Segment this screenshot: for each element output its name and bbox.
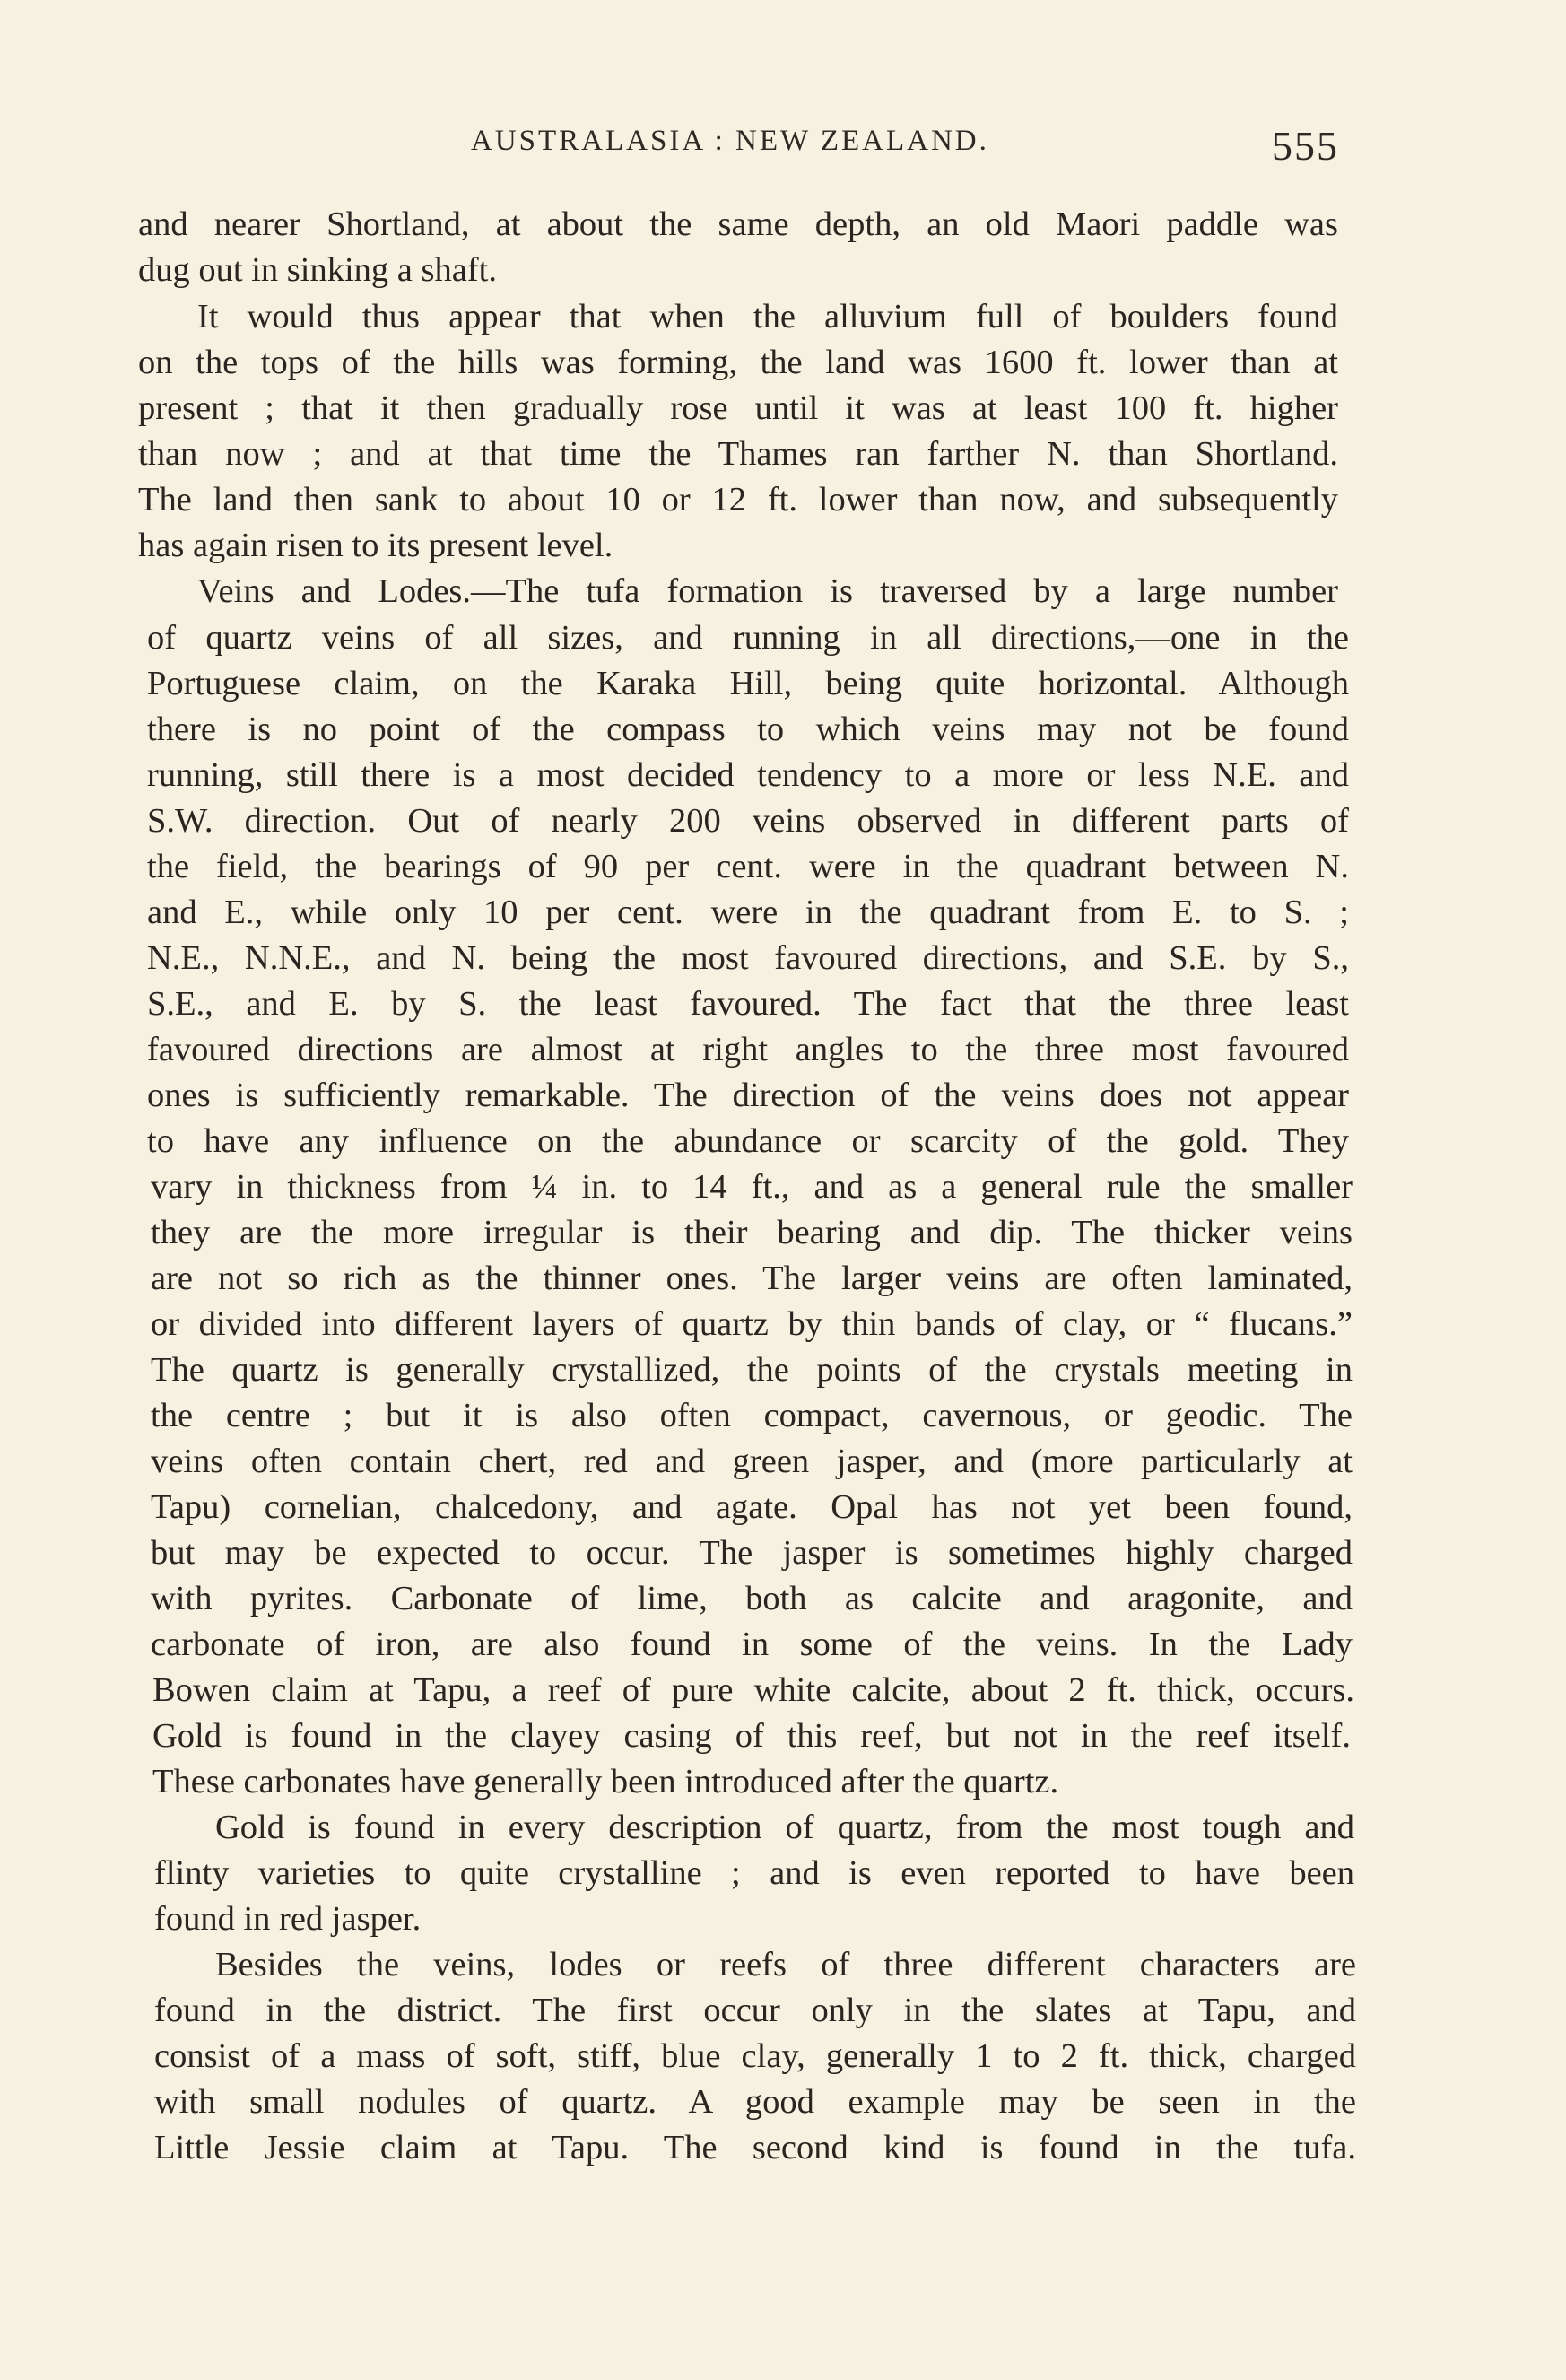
text-line: ones is sufficiently remarkable. The direction of the veins does not appear bbox=[147, 1077, 1349, 1114]
text-line: favoured directions are almost at right angles to the three most favoured bbox=[147, 1031, 1349, 1068]
text-line: These carbonates have generally been introduced after the quartz. bbox=[152, 1763, 1059, 1800]
text-line: Tapu) cornelian, chalcedony, and agate. Opal has not yet been found, bbox=[151, 1488, 1353, 1526]
text-line: the field, the bearings of 90 per cent. were in the quadrant between N. bbox=[147, 848, 1349, 885]
text-line: consist of a mass of soft, stiff, blue clay, generally 1 to 2 ft. thick, charged bbox=[154, 2037, 1356, 2075]
text-line: S.E., and E. by S. the least favoured. The fact that the three least bbox=[147, 985, 1349, 1023]
text-line: there is no point of the compass to which veins may not be found bbox=[147, 711, 1349, 748]
text-line: The land then sank to about 10 or 12 ft. lower than now, and subsequently bbox=[138, 481, 1338, 519]
text-line: flinty varieties to quite crystalline ; and is even reported to have been bbox=[154, 1854, 1354, 1892]
running-title: AUSTRALASIA : NEW ZEALAND. bbox=[471, 125, 989, 157]
text-line: with pyrites. Carbonate of lime, both as calcite and aragonite, and bbox=[151, 1580, 1353, 1617]
text-line: Gold is found in every description of quartz, from the most tough and bbox=[215, 1809, 1354, 1846]
text-line: Little Jessie claim at Tapu. The second kind is found in the tufa. bbox=[154, 2129, 1356, 2166]
text-line: vary in thickness from ¼ in. to 14 ft., and as a general rule the smaller bbox=[151, 1168, 1353, 1206]
text-line: present ; that it then gradually rose until it was at least 100 ft. higher bbox=[138, 389, 1338, 427]
text-line: found in the district. The first occur only in the slates at Tapu, and bbox=[154, 1992, 1356, 2029]
text-line: are not so rich as the thinner ones. The larger veins are often laminated, bbox=[151, 1260, 1353, 1297]
text-line: the centre ; but it is also often compact, cavernous, or geodic. The bbox=[151, 1397, 1353, 1434]
text-line: veins often contain chert, red and green jasper, and (more particularly at bbox=[151, 1443, 1353, 1480]
text-line: carbonate of iron, are also found in some of the veins. In the Lady bbox=[151, 1626, 1353, 1663]
text-line: on the tops of the hills was forming, the land was 1600 ft. lower than at bbox=[138, 344, 1338, 381]
text-line: with small nodules of quartz. A good example may be seen in the bbox=[154, 2083, 1356, 2121]
text-line: of quartz veins of all sizes, and running in all directions,—one in the bbox=[147, 619, 1349, 657]
text-line: N.E., N.N.E., and N. being the most favoured directions, and S.E. by S., bbox=[147, 939, 1349, 977]
text-line: Bowen claim at Tapu, a reef of pure white calcite, about 2 ft. thick, occurs. bbox=[152, 1671, 1354, 1709]
text-line: Gold is found in the clayey casing of this reef, but not in the reef itself. bbox=[152, 1717, 1351, 1755]
text-line: It would thus appear that when the alluvium full of boulders found bbox=[197, 298, 1338, 336]
text-line: S.W. direction. Out of nearly 200 veins observed in different parts of bbox=[147, 802, 1349, 840]
text-line: Veins and Lodes.—The tufa formation is traversed by a large number bbox=[197, 572, 1338, 610]
text-line: dug out in sinking a shaft. bbox=[138, 251, 497, 289]
text-line: running, still there is a most decided tendency to a more or less N.E. and bbox=[147, 756, 1349, 794]
text-line: Besides the veins, lodes or reefs of three different characters are bbox=[215, 1946, 1356, 1983]
text-line: Portuguese claim, on the Karaka Hill, being quite horizontal. Although bbox=[147, 665, 1349, 702]
text-line: or divided into different layers of quartz by thin bands of clay, or “ flucans.” bbox=[151, 1305, 1353, 1343]
text-line: and E., while only 10 per cent. were in the quadrant from E. to S. ; bbox=[147, 894, 1349, 931]
page-number: 555 bbox=[1272, 123, 1339, 169]
text-line: has again risen to its present level. bbox=[138, 527, 613, 564]
text-line: than now ; and at that time the Thames ran farther N. than Shortland. bbox=[138, 435, 1338, 473]
text-line: found in red jasper. bbox=[154, 1900, 422, 1938]
text-line: and nearer Shortland, at about the same depth, an old Maori paddle was bbox=[138, 205, 1338, 243]
text-line: but may be expected to occur. The jasper is sometimes highly charged bbox=[151, 1534, 1353, 1572]
text-line: they are the more irregular is their bearing and dip. The thicker veins bbox=[151, 1214, 1353, 1251]
text-line: to have any influence on the abundance or scarcity of the gold. They bbox=[147, 1122, 1349, 1160]
text-line: The quartz is generally crystallized, the points of the crystals meeting in bbox=[151, 1351, 1353, 1389]
